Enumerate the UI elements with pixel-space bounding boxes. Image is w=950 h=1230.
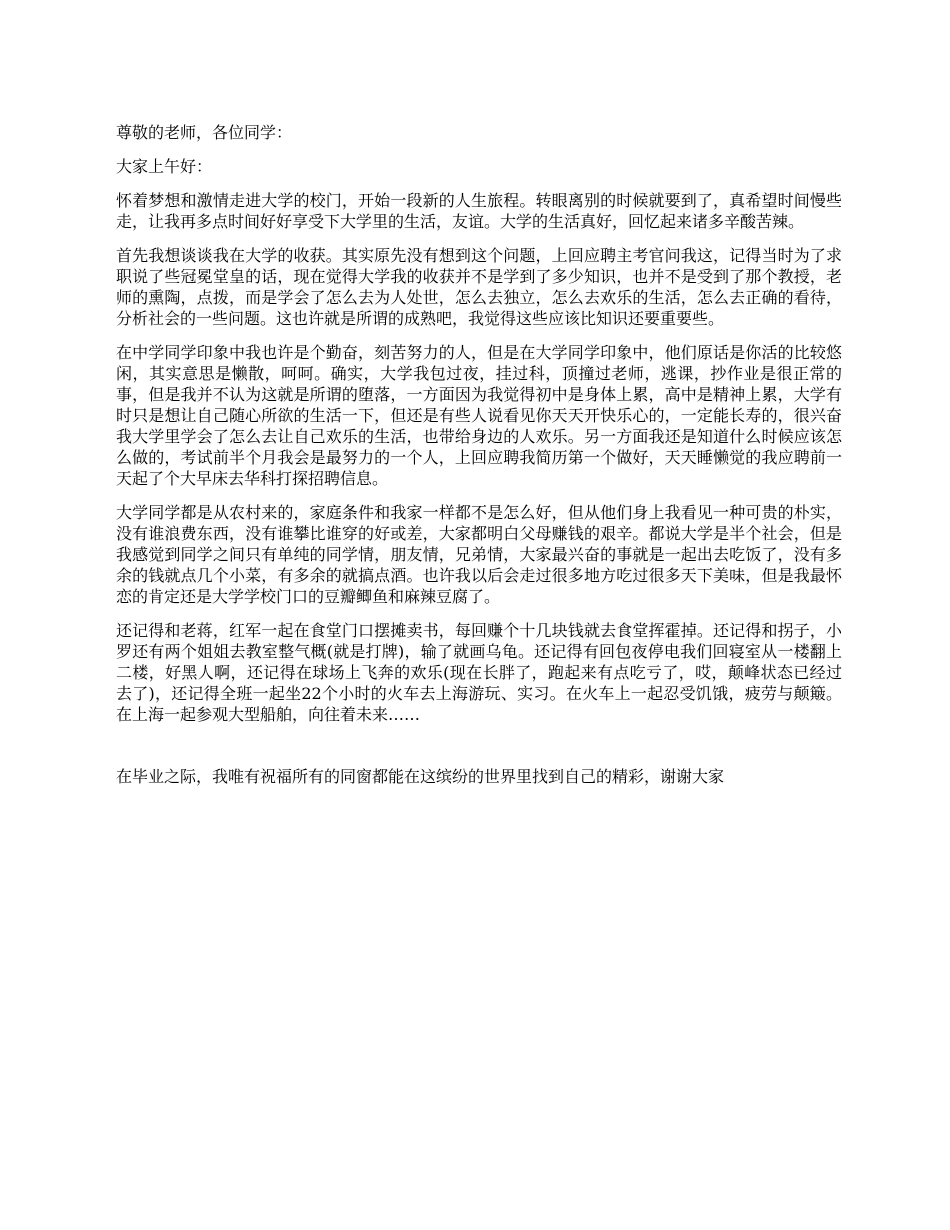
paragraph-classmates: 大学同学都是从农村来的，家庭条件和我家一样都不是怎么好，但从他们身上我看见一种可贵的朴实，没有谁浪费东西，没有谁攀比谁穿的好或差，大家都明白父母赚钱的艰辛。都说大学是半个社会，但是我感觉到同学之间只有单纯的同学情，朋友情，兄弟情，大家最兴奋的事就是一起出去吃饭了，没有多余的钱就点几个小菜，有多余的就搞点酒。也许我以后会走过很多地方吃过很多天下美味，但是我最怀恋的肯定还是大学学校门口的豆瓣鲫鱼和麻辣豆腐了。 (116, 503, 842, 606)
paragraph-opening: 怀着梦想和激情走进大学的校门，开始一段新的人生旅程。转眼离别的时候就要到了，真希望时间慢些走，让我再多点时间好好享受下大学里的生活，友谊。大学的生活真好，回忆起来诸多辛酸苦辣。 (116, 191, 842, 231)
paragraph-impressions: 在中学同学印象中我也许是个勤奋，刻苦努力的人，但是在大学同学印象中，他们原话是你活的比较悠闲，其实意思是懒散，呵呵。确实，大学我包过夜，挂过科，顶撞过老师，逃课，抄作业是很正常的事，但是我并不认为这就是所谓的堕落，一方面因为我觉得初中是身体上累，高中是精神上累，大学有时只是想让自己随心所欲的生活一下，但还是有些人说看见你天天开快乐心的，一定能长寿的，很兴奋我大学里学会了怎么去让自己欢乐的生活，也带给身边的人欢乐。另一方面我还是知道什么时候应该怎么做的，考试前半个月我会是最努力的一个人，上回应聘我简历第一个做好，天天睡懒觉的我应聘前一天起了个大早床去华科打探招聘信息。 (116, 343, 842, 488)
closing-line: 在毕业之际，我唯有祝福所有的同窗都能在这缤纷的世界里找到自己的精彩，谢谢大家 (116, 767, 725, 786)
greeting: 大家上午好： (116, 157, 213, 176)
paragraph-memories: 还记得和老蒋，红军一起在食堂门口摆摊卖书，每回赚个十几块钱就去食堂挥霍掉。还记得和拐子，小罗还有两个姐姐去教室整气概(就是打牌)，输了就画乌龟。还记得有回包夜停电我们回寝室从一楼翻上二楼，好黑人啊，还记得在球场上飞奔的欢乐(现在长胖了，跑起来有点吃亏了，哎，颠峰状态已经过去了)，还记得全班一起坐22个小时的火车去上海游玩、实习。在火车上一起忍受饥饿，疲劳与颠簸。在上海一起参观大型船舶，向往着未来…… (116, 621, 842, 724)
document-page (116, 122, 842, 800)
salutation: 尊敬的老师，各位同学： (116, 123, 293, 142)
paragraph-gains: 首先我想谈谈我在大学的收获。其实原先没有想到这个问题，上回应聘主考官问我这，记得当时为了求职说了些冠冕堂皇的话，现在觉得大学我的收获并不是学到了多少知识，也并不是受到了那个教授，老师的熏陶，点拨，而是学会了怎么去为人处世，怎么去独立，怎么去欢乐的生活，怎么去正确的看待，分析社会的一些问题。这也许就是所谓的成熟吧，我觉得这些应该比知识还要重要些。 (116, 246, 842, 328)
